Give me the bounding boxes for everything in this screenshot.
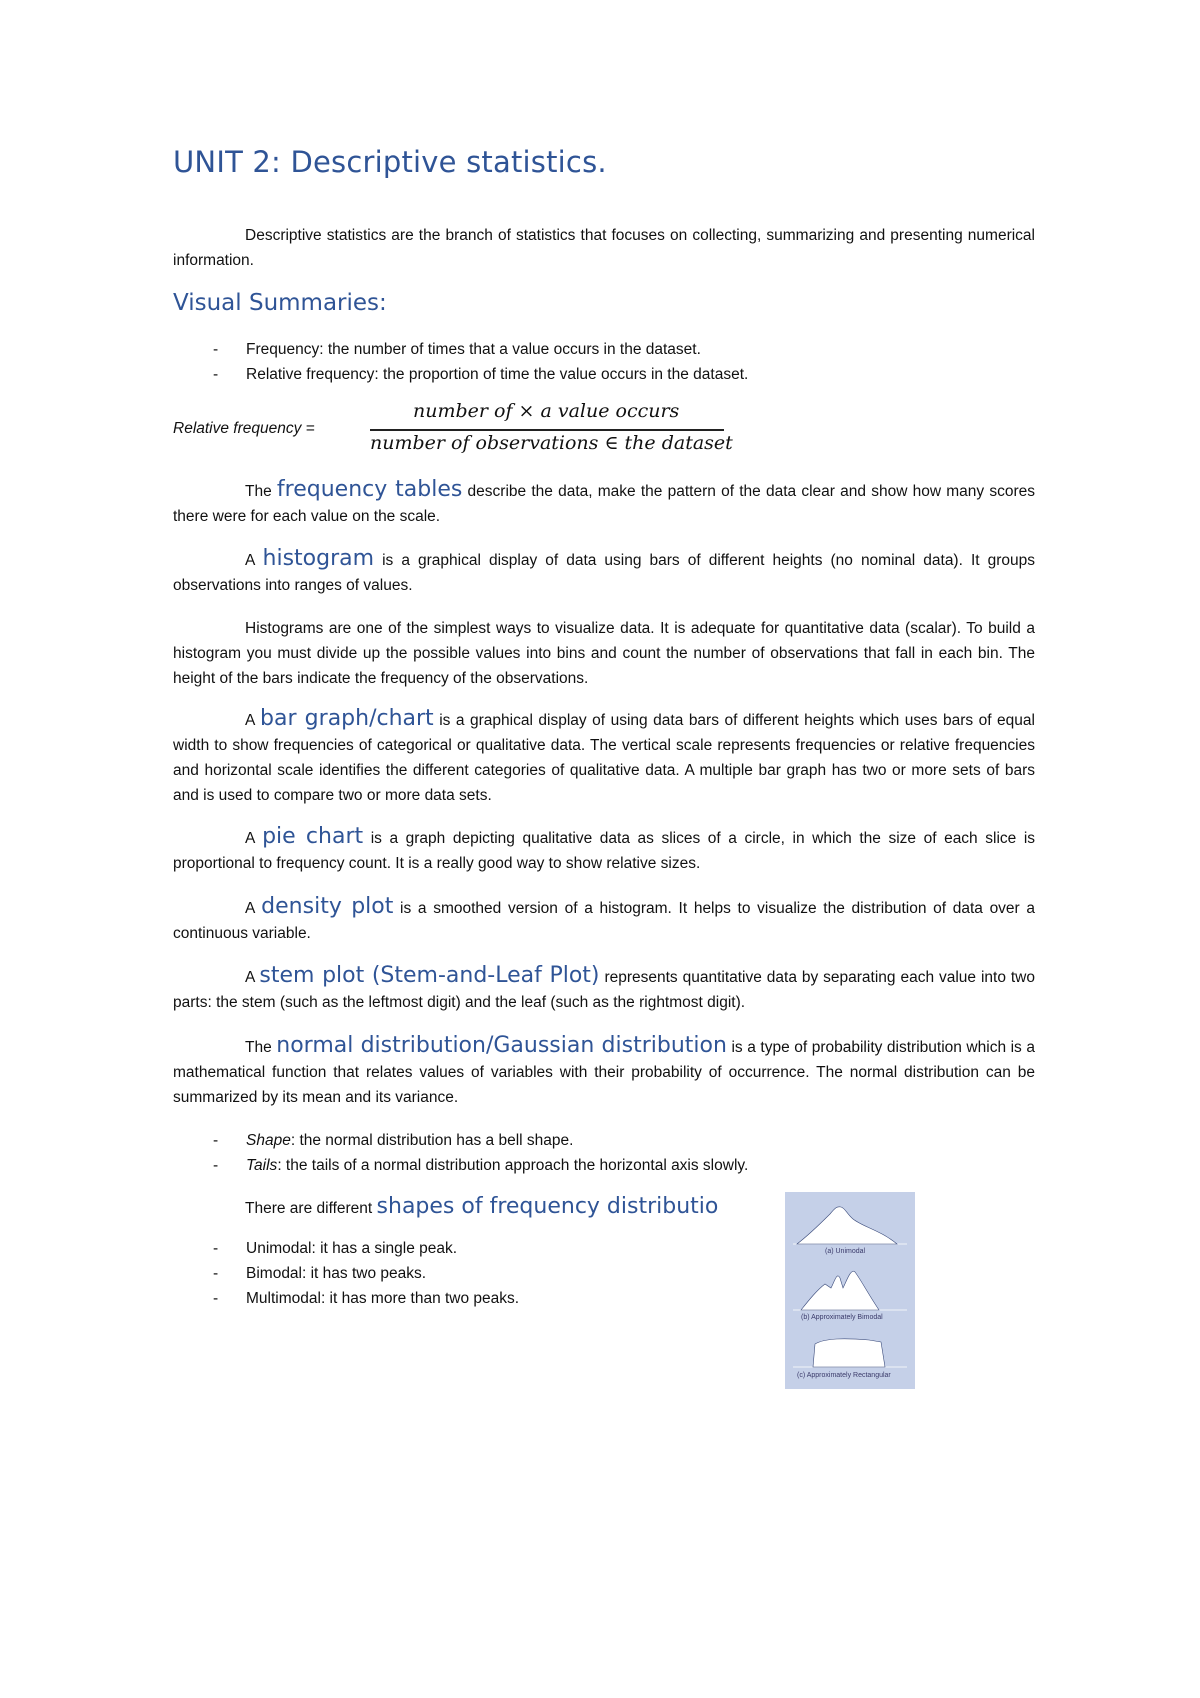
keyword: histogram (262, 546, 375, 571)
paragraph-stem-plot: A stem plot (Stem-and-Leaf Plot) represents quantitative data by separating each value into two parts: the stem (such as the leftmost digit) and the leaf (such as the rightmost digit). (173, 963, 1035, 1011)
distribution-shapes-figure (785, 1192, 915, 1389)
normal-properties-list (173, 1128, 748, 1178)
list-item: - Frequency: the number of times that a value occurs in the dataset. (213, 341, 701, 358)
paragraph-shapes: There are different shapes of frequency distributio (245, 1194, 719, 1219)
list-item: - Multimodal: it has more than two peaks. (213, 1290, 520, 1307)
formula-denominator: number of observations ∈ the dataset (370, 432, 733, 454)
keyword: density plot (261, 894, 394, 919)
list-item: - Unimodal: it has a single peak. (213, 1240, 458, 1257)
intro-paragraph: Descriptive statistics are the branch of statistics that focuses on collecting, summarizing and presenting numerical information. (173, 227, 1035, 269)
paragraph-histogram-detail: Histograms are one of the simplest ways to visualize data. It is adequate for quantitative data (scalar). To build a histogram you must divide up the possible values into bins and count the number of observations that fall in each bin. The height of the bars indicate the frequency of the observations. (173, 620, 1035, 687)
formula-numerator: number of × a value occurs (413, 400, 680, 422)
list-item: - Tails: the tails of a normal distribution approach the horizontal axis slowly. (213, 1157, 749, 1174)
list-item: - Bimodal: it has two peaks. (213, 1265, 427, 1282)
paragraph-pie-chart: A pie chart is a graph depicting qualitative data as slices of a circle, in which the size of each slice is proportional to frequency count. It is a really good way to show relative sizes. (173, 824, 1036, 872)
formula-label: Relative frequency = (173, 420, 315, 437)
relative-frequency-formula (173, 400, 733, 460)
paragraph-histogram: A histogram is a graphical display of data using bars of different heights (no nominal data). It groups observations into ranges of values. (173, 546, 1035, 594)
keyword: pie chart (262, 824, 364, 849)
definition-list (173, 337, 748, 387)
list-item: - Shape: the normal distribution has a bell shape. (213, 1132, 574, 1149)
list-item: - Relative frequency: the proportion of time the value occurs in the dataset. (213, 366, 749, 383)
keyword: normal distribution/Gaussian distribution (276, 1033, 727, 1058)
paragraph-frequency-tables: The frequency tables describe the data, make the pattern of the data clear and show how many scores there were for each value on the scale. (173, 477, 1035, 525)
keyword: bar graph/chart (260, 706, 434, 731)
page-title: UNIT 2: Descriptive statistics. (173, 145, 607, 179)
caption-bimodal: (b) Approximately Bimodal (801, 1314, 883, 1321)
keyword: shapes of frequency distributio (376, 1194, 719, 1219)
paragraph-normal-distribution: The normal distribution/Gaussian distribution is a type of probability distribution which is a mathematical function that relates values of variables with their probability of occurrence. The normal distribution can be summarized by its mean and its variance. (173, 1033, 1035, 1106)
paragraph-bar-graph: A bar graph/chart is a graphical display of using data bars of different heights which uses bars of equal width to show frequencies of categorical or qualitative data. The vertical scale represents frequencies or relative frequencies and horizontal scale identifies the different categories of qualitative data. A multiple bar graph has two or more sets of bars and is used to compare two or more data sets. (173, 706, 1035, 804)
caption-unimodal: (a) Unimodal (825, 1248, 866, 1255)
paragraph-density-plot: A density plot is a smoothed version of a histogram. It helps to visualize the distribution of data over a continuous variable. (173, 894, 1036, 942)
section-heading-visual-summaries: Visual Summaries: (173, 290, 387, 316)
modality-list (173, 1236, 519, 1311)
fraction-bar (370, 429, 724, 431)
caption-rectangular: (c) Approximately Rectangular (797, 1372, 891, 1379)
distribution-shapes-drawing (785, 1192, 915, 1389)
keyword: frequency tables (276, 477, 463, 502)
keyword: stem plot (Stem-and-Leaf Plot) (259, 963, 600, 988)
